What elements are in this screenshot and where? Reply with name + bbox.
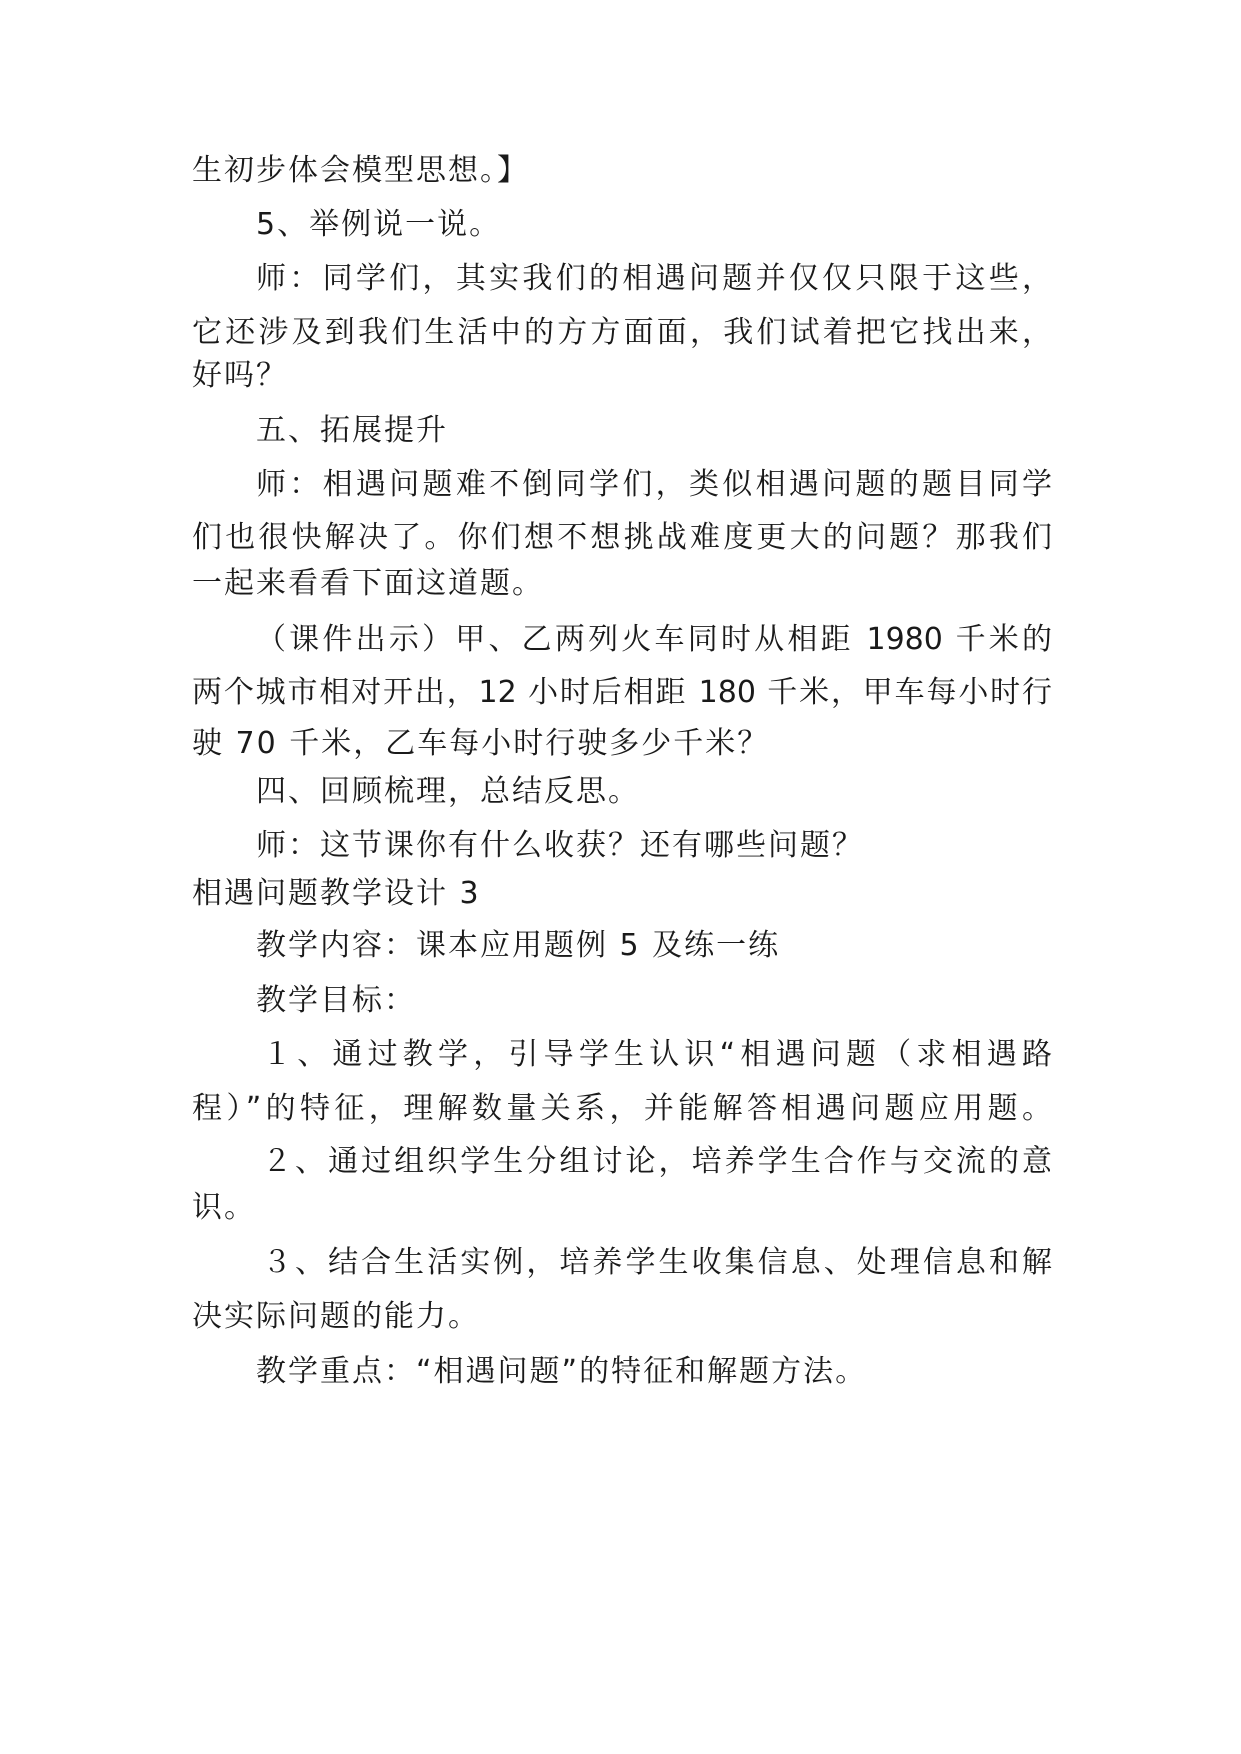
section-heading: 四、回顾梳理，总结反思。 (256, 774, 640, 809)
text-line: 两个城市相对开出，12 小时后相距 180 千米，甲车每小时行 (192, 675, 1052, 710)
text-line: 们也很快解决了。你们想不想挑战难度更大的问题？那我们 (192, 520, 1052, 555)
list-item: ３、结合生活实例，培养学生收集信息、处理信息和解 (262, 1245, 1052, 1280)
text-line: 师：这节课你有什么收获？还有哪些问题？ (256, 828, 864, 863)
list-item: １、通过教学，引导学生认识“相遇问题（求相遇路 (262, 1037, 1052, 1072)
text-line: 好吗？ (192, 358, 288, 393)
text-line: 教学目标： (256, 983, 416, 1018)
text-line: 识。 (192, 1190, 256, 1225)
list-item-heading: 5、举例说一说。 (256, 207, 502, 242)
text-line: （课件出示）甲、乙两列火车同时从相距 1980 千米的 (256, 622, 1052, 657)
text-line: 生初步体会模型思想。】 (192, 153, 529, 188)
text-line: 驶 70 千米，乙车每小时行驶多少千米？ (192, 726, 770, 761)
text-line: 师：相遇问题难不倒同学们，类似相遇问题的题目同学 (256, 467, 1052, 502)
text-line: 一起来看看下面这道题。 (192, 566, 544, 601)
text-line: 教学重点：“相遇问题”的特征和解题方法。 (256, 1354, 868, 1389)
document-title: 相遇问题教学设计 3 (192, 876, 481, 911)
text-line: 教学内容：课本应用题例 5 及练一练 (256, 928, 781, 963)
text-line: 程）”的特征，理解数量关系，并能解答相遇问题应用题。 (192, 1091, 1052, 1126)
text-line: 师：同学们，其实我们的相遇问题并仅仅只限于这些， (256, 261, 1052, 296)
section-heading: 五、拓展提升 (256, 413, 448, 448)
text-line: 它还涉及到我们生活中的方方面面，我们试着把它找出来， (192, 315, 1052, 350)
list-item: ２、通过组织学生分组讨论，培养学生合作与交流的意 (262, 1144, 1052, 1179)
text-line: 决实际问题的能力。 (192, 1299, 480, 1334)
